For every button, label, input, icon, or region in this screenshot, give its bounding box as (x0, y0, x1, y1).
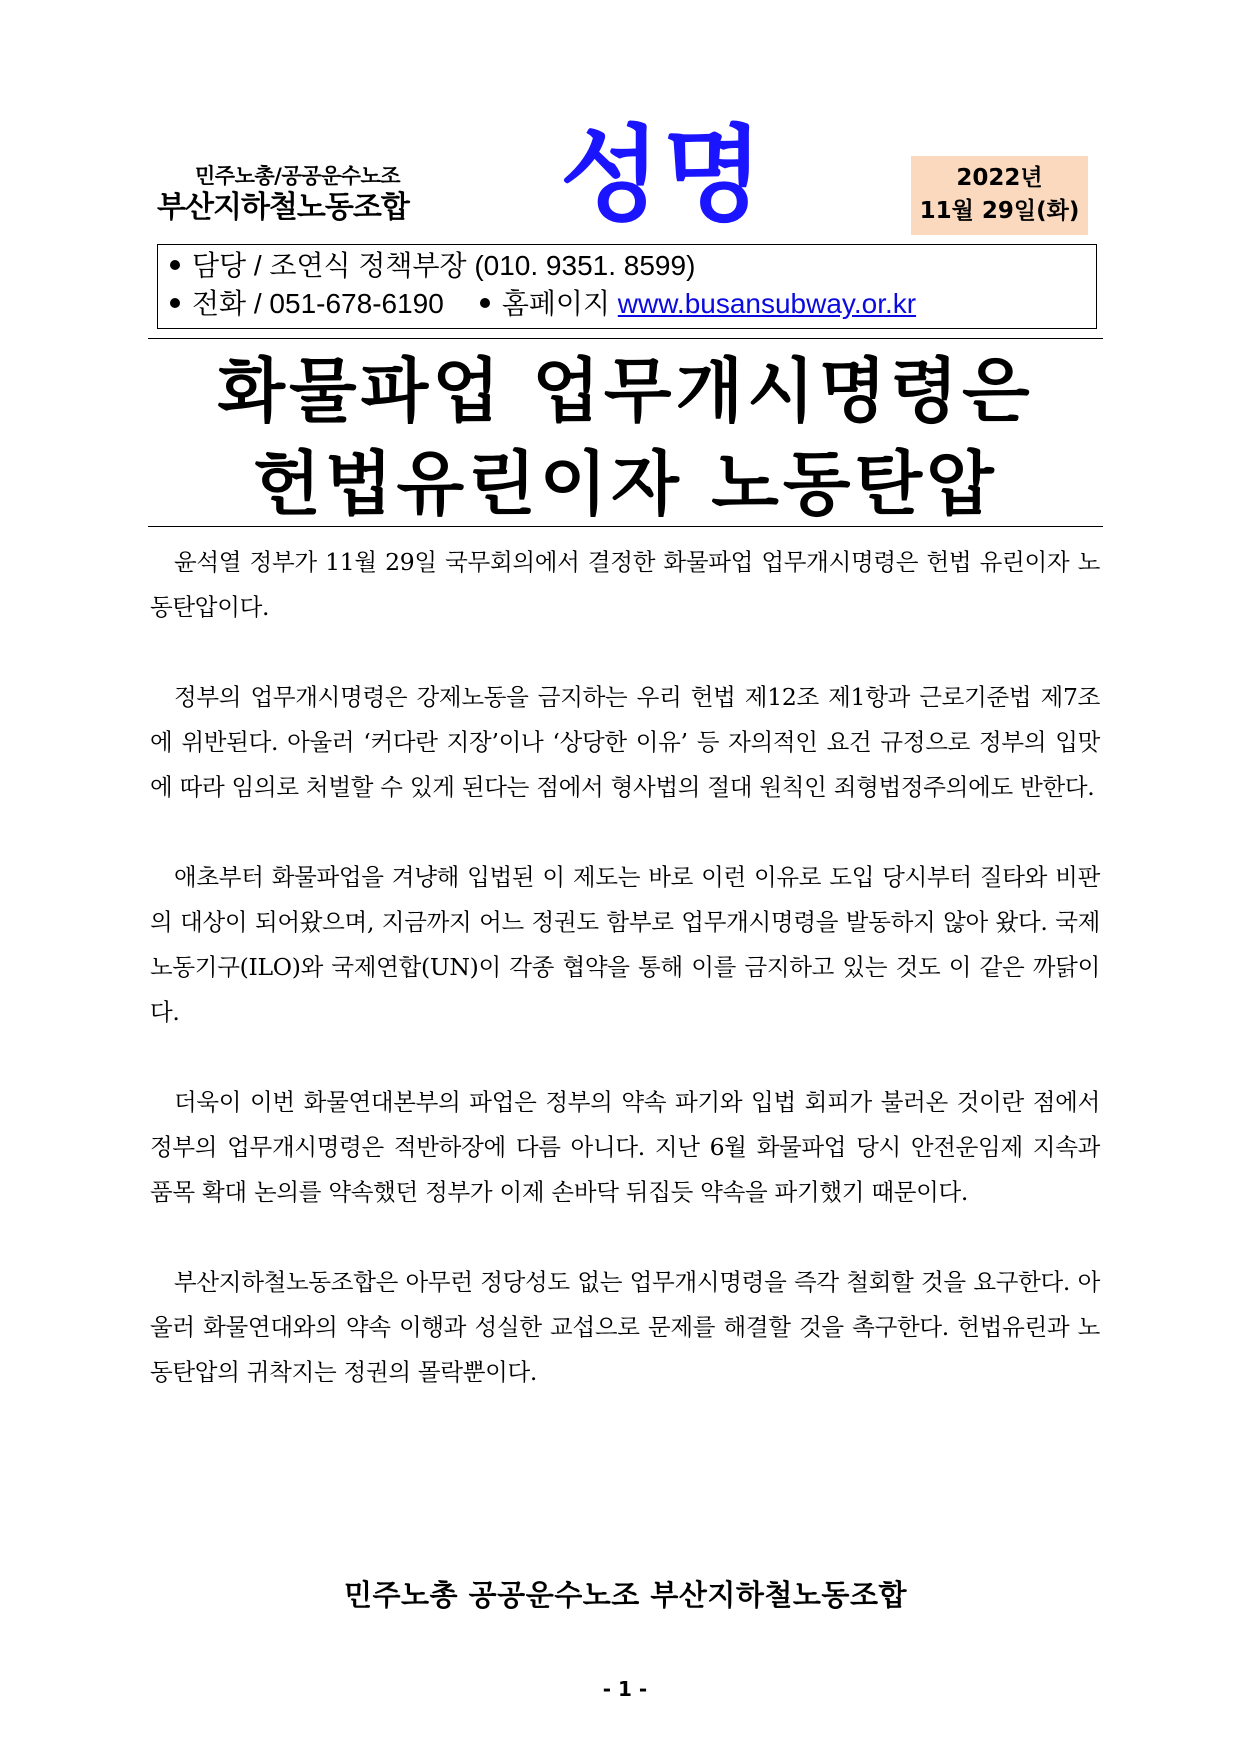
paragraph: 더욱이 이번 화물연대본부의 파업은 정부의 약속 파기와 입법 회피가 불러온 것이란 점에서 정부의 업무개시명령은 적반하장에 다름 아니다. 지난 6월 화물파업 당시 안전운임제 지속과 품목 확대 논의를 약속했던 정부가 이제 손바닥 뒤집듯 약속을 파기했기 때문이다. (150, 1088, 1100, 1206)
signature: 민주노총 공공운수노조 부산지하철노동조합 (344, 1578, 907, 1612)
homepage-label: 홈페이지 (501, 288, 611, 319)
paragraph: 애초부터 화물파업을 겨냥해 입법된 이 제도는 바로 이런 이유로 도입 당시부터 질타와 비판의 대상이 되어왔으며, 지금까지 어느 정권도 함부로 업무개시명령을 발동하지 않아 왔다. 국제노동기구(ILO)와 국제연합(UN)이 각종 협약을 통해 이를 금지하고 있는 것도 이 같은 까닭이다. (150, 863, 1100, 1026)
document-type-title: 성명 (560, 114, 765, 236)
bullet-icon (170, 298, 180, 308)
bullet-icon (170, 260, 180, 270)
organization-subtitle: 민주노총/공공운수노조 (195, 164, 401, 188)
date-day: 11월 29일(화) (919, 198, 1080, 224)
organization-name: 부산지하철노동조합 (157, 190, 409, 225)
paragraph: 정부의 업무개시명령은 강제노동을 금지하는 우리 헌법 제12조 제1항과 근로기준법 제7조에 위반된다. 아울러 ‘커다란 지장’이나 ‘상당한 이유’ 등 자의적인 요건 규정으로 정부의 입맛에 따라 임의로 처벌할 수 있게 된다는 점에서 형사법의 절대 원칙인 죄형법정주의에도 반한다. (150, 683, 1100, 801)
page-number: - 1 - (602, 1677, 648, 1701)
divider-top (148, 338, 1103, 339)
headline (148, 345, 1103, 531)
contact-box (157, 244, 1097, 329)
paragraph: 부산지하철노동조합은 아무런 정당성도 없는 업무개시명령을 즉각 철회할 것을 요구한다. 아울러 화물연대와의 약속 이행과 성실한 교섭으로 문제를 해결할 것을 촉구한다. 헌법유린과 노동탄압의 귀착지는 정권의 몰락뿐이다. (150, 1268, 1100, 1386)
statement-body (150, 540, 1100, 1440)
paragraph: 윤석열 정부가 11월 29일 국무회의에서 결정한 화물파업 업무개시명령은 헌법 유린이자 노동탄압이다. (150, 548, 1100, 621)
contact-manager: 담당 / 조연식 정책부장 (010. 9351. 8599) (192, 250, 696, 281)
contact-manager-row (170, 248, 695, 284)
divider-bottom (148, 526, 1103, 527)
date-box (911, 156, 1088, 235)
contact-phone-row (170, 286, 916, 322)
headline-line-1: 화물파업 업무개시명령은 (217, 350, 1034, 432)
organization-header (157, 163, 457, 227)
contact-phone: 전화 / 051-678-6190 (192, 288, 444, 319)
date-year: 2022년 (956, 165, 1043, 191)
headline-line-2: 헌법유린이자 노동탄압 (253, 443, 998, 525)
homepage-link[interactable]: www.busansubway.or.kr (617, 288, 917, 319)
bullet-icon (480, 298, 490, 308)
